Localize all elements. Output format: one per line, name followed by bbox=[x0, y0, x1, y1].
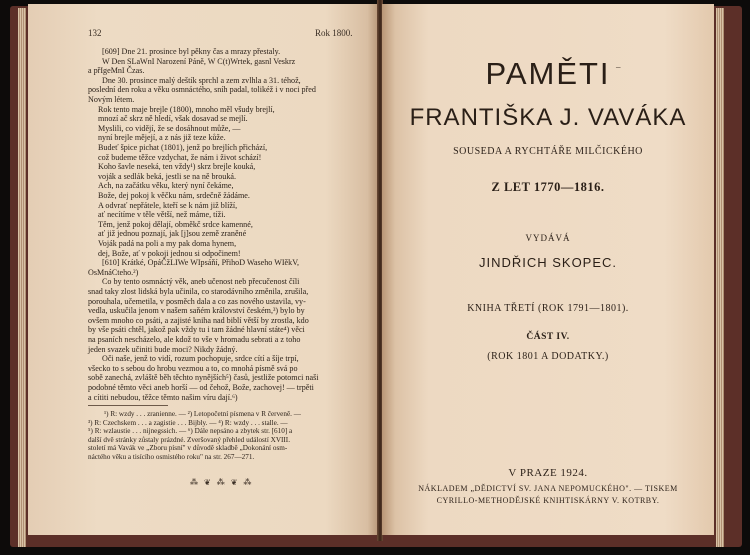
body-line: by vše psáti chtěl, jakož pak vždy tu i tam žádné hlavní státe⁴) věci bbox=[88, 325, 305, 335]
body-line: podobné těmto věci aneb horší — od čehož, Bože, zachovej! — trpěti bbox=[88, 383, 314, 392]
footnote-line: ⁵) R: wzlaustie . . . nijnegssich. — ⁶) Dále nepsáno a zbytek str. [610] a bbox=[88, 427, 293, 436]
body-line: Bože, dej pokoj k věčku nám, srdečně žádáme. bbox=[98, 191, 250, 200]
footnote-line: století má Vavák ve „Zboru písní" v důvodě skladbě „Dokonání osm- bbox=[88, 444, 288, 453]
body-line: porouhala, učemetila, v posměch dala a co zas nového ustavila, vy- bbox=[88, 296, 306, 306]
subtitle: SOUSEDA A RYCHTÁŘE MILČICKÉHO bbox=[453, 146, 643, 157]
body-line: Těm, jenž pokoj dělají, obměkč srdce kamenné, bbox=[98, 219, 253, 229]
body-line: voják a sedlák beká, jestli se na ně brouká. bbox=[98, 171, 236, 181]
title-line-2: FRANTIŠKA J. VAVÁKA bbox=[409, 104, 687, 131]
years: Z LET 1770—1816. bbox=[491, 180, 605, 194]
part-label: ČÁST IV. bbox=[526, 332, 570, 342]
body-line: sobě zanechá, zvláště běh těchto nynějších⁵) časů, jestliže potomci naši bbox=[88, 373, 319, 383]
body-line: dej, Bože, ať v pokoji jednou si odpočinem! bbox=[98, 248, 241, 258]
body-line: Voják padá na poli a my pak doma hynem, bbox=[98, 239, 237, 248]
body-line: Myslili, co vidějí, že se dosáhnout může, — bbox=[98, 123, 241, 133]
footnote-rule bbox=[88, 405, 168, 406]
body-line: A odvrať nepřátele, kteří se k nám již blíží, bbox=[98, 200, 238, 210]
editor-name: JINDŘICH SKOPEC. bbox=[478, 255, 618, 270]
body-line: nyní brejle mějejí, a z nás již teze kůže. bbox=[98, 133, 226, 143]
left-page-edges bbox=[18, 8, 26, 547]
body-line: Budeť špice pichat (1801), jenž po brejlích přichází, bbox=[98, 143, 268, 152]
body-line: mnozí ač skrz ně hledí, však dosavad se mejlí. bbox=[98, 114, 248, 124]
body-line: Koho šavle neseká, ten vždy¹) skrz brejle kouká, bbox=[98, 162, 256, 172]
body-line: což budeme těžce vzdychat, že nám i život schází! bbox=[98, 152, 262, 162]
running-head: Rok 1800. bbox=[315, 28, 353, 38]
body-line: všecko to s sebou do hrobu vezmou a to, co mnohá písmě svá po bbox=[88, 363, 298, 373]
part-range: (ROK 1801 A DODATKY.) bbox=[487, 351, 609, 362]
body-line: vedla, uskučila jenom v našem saňém království českém,³) bylo by bbox=[88, 306, 305, 316]
body-line: ovšem mnoho co psáti, a zajisté kniha nad biblí větší by zrostla, kdo bbox=[88, 315, 309, 325]
body-line: a přIgeMnI Čzas. bbox=[88, 66, 145, 76]
body-line: na psaních nescházelo, ale kdož to vše v hromadu sebrati a z toho bbox=[88, 335, 301, 344]
imprint-line-2: CYRILLO-METHODĚJSKÉ KNIHTISKÁRNY V. KOTRBY. bbox=[436, 496, 660, 505]
title-mark: – bbox=[616, 62, 621, 72]
body-line: [610] Krátké, OpáČžLIWe WIpsáňí, PřihoD Waseho WIěkV, bbox=[102, 258, 300, 268]
body-line: poslední den roku a věku osmnáctého, sníh padal, tolikéž i v noci před bbox=[88, 85, 316, 95]
footnote-line: ³) R: Czechskem . . . a zagistie . . . Bijbly. — ⁴) R: wzdy . . . stalle. — bbox=[88, 418, 288, 427]
body-line: OsMnáCteho.²) bbox=[88, 267, 139, 277]
body-line: Dne 30. prosince malý deštík sprchl a zem zvlhla a 31. téhož, bbox=[102, 75, 301, 85]
book-part: KNIHA TŘETÍ (ROK 1791—1801). bbox=[467, 303, 629, 314]
page-number: 132 bbox=[88, 28, 102, 38]
title-line-1: PAMĚTI bbox=[485, 56, 611, 91]
body-line: ať již jednou poznají, jak [j]sou země zraněné bbox=[98, 229, 247, 239]
body-line: Ach, na začátku věku, který nyní čekáme, bbox=[98, 181, 234, 191]
body-line: W Den SLaWnI Narození Páně, W C(t)Wrtek, gasnl Veskrz bbox=[102, 56, 296, 66]
body-line: Co by tento osmnáctý věk, aneb učenost neb přecučenost číli bbox=[102, 277, 300, 287]
body-line: Rok tento maje brejle (1800), mnoho měl všudy brejlí, bbox=[98, 104, 275, 114]
body-line: snad taky zlost lidská byla učinila, co starodávního změnila, zrušila, bbox=[88, 287, 309, 296]
imprint-line-1: NÁKLADEM „DĚDICTVÍ SV. JANA NEPOMUCKÉHO". — TISKEM bbox=[418, 484, 678, 493]
footnote-line: náctého věku a tisícího osmistého roku" na str. 267—271. bbox=[88, 453, 255, 461]
footnote-line: další dvě stránky zůstaly prázdné. Zveršovaný přehled událostí XVIII. bbox=[88, 435, 290, 444]
body-line: Oči naše, jenž to vidí, rozum pochopuje, srdce cítí a šíje trpí, bbox=[102, 354, 299, 364]
body-line: jeden svazek učiniti bude moci? Nikdy žádný. bbox=[88, 344, 238, 354]
body-line: ať necítíme v těle větší, než máme, tíži. bbox=[98, 210, 226, 220]
place-year: V PRAZE 1924. bbox=[508, 467, 588, 479]
right-page-edges bbox=[716, 8, 724, 547]
body-line: Novým létem. bbox=[88, 95, 135, 104]
footnote-line: ¹) R: wzdy . . . zranienne. — ²) Letopočetní písmena v R červeně. — bbox=[104, 410, 301, 418]
editor-label: VYDÁVÁ bbox=[525, 233, 571, 243]
body-line: [609] Dne 21. prosince byl pěkny čas a mrazy přestaly. bbox=[102, 47, 281, 56]
body-line: a cítiti nebudou, těžce těmto našim víru dají.⁶) bbox=[88, 392, 238, 402]
ornament: ⁂ ❦ ⁂ ❦ ⁂ bbox=[190, 478, 254, 487]
